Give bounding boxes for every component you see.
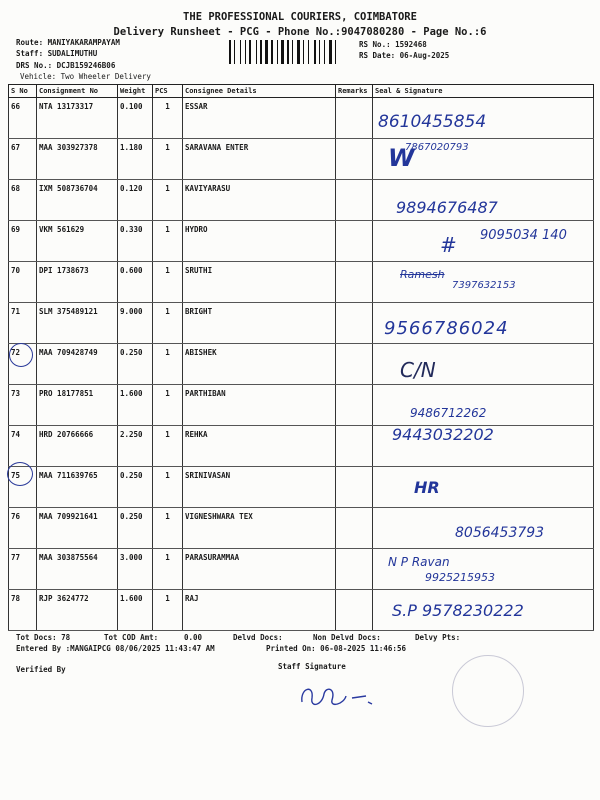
cell-sno: 66: [9, 98, 37, 139]
cell-sno: 71: [9, 303, 37, 344]
cell-consignee: SRINIVASAN: [183, 467, 336, 508]
cell-consignment: MAA 709921641: [37, 508, 118, 549]
rs-date: RS Date: 06-Aug-2025: [359, 51, 450, 60]
cell-weight: 0.120: [118, 180, 153, 221]
cell-pcs: 1: [153, 221, 183, 262]
cell-weight: 0.600: [118, 262, 153, 303]
cell-consignee: BRIGHT: [183, 303, 336, 344]
cell-consignee: ESSAR: [183, 98, 336, 139]
table-row: [9, 344, 594, 385]
col-weight: Weight: [118, 85, 153, 98]
cell-sno: 67: [9, 139, 37, 180]
cell-sno: 70: [9, 262, 37, 303]
cell-pcs: 1: [153, 590, 183, 631]
cell-pcs: 1: [153, 180, 183, 221]
pen-circle-75: [7, 462, 33, 486]
table-row: [9, 385, 594, 426]
cell-consignee: RAJ: [183, 590, 336, 631]
signature-row-75: HR: [414, 478, 440, 497]
cell-sno: 78: [9, 590, 37, 631]
signature-row-70: 7397632153: [452, 280, 516, 291]
table-header-row: [9, 85, 594, 98]
vehicle: Vehicle: Two Wheeler Delivery: [20, 72, 151, 81]
cell-remarks: [336, 385, 373, 426]
table-row: [9, 467, 594, 508]
signature-row-67: 7867020793: [405, 142, 469, 153]
cell-pcs: 1: [153, 98, 183, 139]
cell-remarks: [336, 590, 373, 631]
col-consignee: Consignee Details: [183, 85, 336, 98]
pen-circle-72: [9, 343, 33, 367]
entered-by: Entered By :MANGAIPCG 08/06/2025 11:43:47 AM: [16, 644, 215, 653]
cell-consignee: SARAVANA ENTER: [183, 139, 336, 180]
route: Route: MANIYAKARAMPAYAM: [16, 38, 120, 47]
signature-mark-67: W: [388, 144, 415, 172]
signature-row-69: 9095034 140: [480, 228, 567, 243]
col-consignment: Consignment No: [37, 85, 118, 98]
col-pcs: PCS: [153, 85, 183, 98]
non-delivered-docs: Non Delvd Docs:: [313, 633, 381, 642]
cell-weight: 0.250: [118, 344, 153, 385]
signature-row-71: 9566786024: [384, 318, 509, 339]
cell-consignment: SLM 375489121: [37, 303, 118, 344]
signature-row-77: 9925215953: [425, 571, 495, 584]
cell-consignee: REHKA: [183, 426, 336, 467]
cell-sno: 72: [9, 344, 37, 385]
cell-consignee: PARASURAMMAA: [183, 549, 336, 590]
cell-pcs: 1: [153, 139, 183, 180]
cell-consignee: PARTHIBAN: [183, 385, 336, 426]
cell-consignee: HYDRO: [183, 221, 336, 262]
cell-pcs: 1: [153, 303, 183, 344]
cell-sno: 69: [9, 221, 37, 262]
cell-remarks: [336, 549, 373, 590]
cell-pcs: 1: [153, 344, 183, 385]
cell-weight: 1.600: [118, 590, 153, 631]
total-cod-label: Tot COD Amt:: [104, 633, 159, 642]
cell-consignment: NTA 13173317: [37, 98, 118, 139]
total-docs: Tot Docs: 78: [16, 633, 71, 642]
signature-row-73: 9486712262: [410, 406, 487, 420]
cell-remarks: [336, 180, 373, 221]
cell-weight: 0.100: [118, 98, 153, 139]
company-title: THE PROFESSIONAL COURIERS, COIMBATORE: [183, 11, 417, 23]
cell-consignment: MAA 303927378: [37, 139, 118, 180]
col-signature: Seal & Signature: [373, 85, 594, 98]
signature-name-70: Ramesh: [400, 268, 445, 281]
signature-row-78: S.P 9578230222: [392, 601, 524, 620]
table-row: [9, 549, 594, 590]
signature-row-74: 9443032202: [392, 425, 494, 444]
cell-weight: 1.600: [118, 385, 153, 426]
cell-consignment: IXM 508736704: [37, 180, 118, 221]
signature-mark-69: #: [440, 233, 457, 257]
cell-remarks: [336, 344, 373, 385]
cell-weight: 0.250: [118, 467, 153, 508]
cell-consignee: KAVIYARASU: [183, 180, 336, 221]
cell-consignment: MAA 303875564: [37, 549, 118, 590]
cell-pcs: 1: [153, 426, 183, 467]
table-row: [9, 139, 594, 180]
rs-number: RS No.: 1592468: [359, 40, 427, 49]
drs-number: DRS No.: DCJB159246B06: [16, 61, 116, 70]
cell-sno: 73: [9, 385, 37, 426]
cell-weight: 3.000: [118, 549, 153, 590]
cell-remarks: [336, 426, 373, 467]
signature-row-66: 8610455854: [378, 112, 487, 132]
cell-pcs: 1: [153, 467, 183, 508]
cell-weight: 2.250: [118, 426, 153, 467]
cell-remarks: [336, 303, 373, 344]
staff: Staff: SUDALIMUTHU: [16, 49, 98, 58]
signature-row-72: C/N: [400, 358, 436, 382]
cell-consignment: PRO 18177851: [37, 385, 118, 426]
table-row: [9, 98, 594, 139]
cell-sno: 76: [9, 508, 37, 549]
cell-weight: 1.180: [118, 139, 153, 180]
cell-remarks: [336, 139, 373, 180]
office-stamp: [452, 655, 524, 727]
delivered-docs: Delvd Docs:: [233, 633, 283, 642]
cell-consignment: DPI 1738673: [37, 262, 118, 303]
runsheet-table: [8, 84, 594, 631]
cell-remarks: [336, 262, 373, 303]
cell-remarks: [336, 221, 373, 262]
printed-on: Printed On: 06-08-2025 11:46:56: [266, 644, 406, 653]
table-row: [9, 180, 594, 221]
signature-row-68: 9894676487: [396, 198, 498, 217]
cell-consignee: ABISHEK: [183, 344, 336, 385]
total-cod-value: 0.00: [184, 633, 203, 642]
cell-weight: 9.000: [118, 303, 153, 344]
cell-remarks: [336, 98, 373, 139]
table-row: [9, 426, 594, 467]
verified-by-label: Verified By: [16, 665, 66, 674]
barcode: [229, 40, 351, 64]
col-remarks: Remarks: [336, 85, 373, 98]
runsheet-subtitle: Delivery Runsheet - PCG - Phone No.:9047080280 - Page No.:6: [113, 26, 487, 38]
cell-seal: [373, 467, 594, 508]
cell-remarks: [336, 467, 373, 508]
cell-weight: 0.330: [118, 221, 153, 262]
runsheet-table-container: [8, 84, 593, 630]
cell-weight: 0.250: [118, 508, 153, 549]
cell-sno: 77: [9, 549, 37, 590]
cell-consignment: MAA 711639765: [37, 467, 118, 508]
cell-pcs: 1: [153, 385, 183, 426]
cell-consignment: MAA 709428749: [37, 344, 118, 385]
delivery-points: Delvy Pts:: [415, 633, 461, 642]
cell-consignment: HRD 20766666: [37, 426, 118, 467]
cell-remarks: [336, 508, 373, 549]
staff-signature-mark: [296, 678, 380, 712]
cell-consignment: RJP 3624772: [37, 590, 118, 631]
col-sno: S No: [9, 85, 37, 98]
cell-sno: 68: [9, 180, 37, 221]
signature-row-76: 8056453793: [455, 525, 545, 541]
cell-consignee: SRUTHI: [183, 262, 336, 303]
signature-name-77: N P Ravan: [388, 555, 450, 569]
cell-pcs: 1: [153, 508, 183, 549]
staff-signature-label: Staff Signature: [278, 662, 346, 671]
cell-pcs: 1: [153, 549, 183, 590]
cell-consignment: VKM 561629: [37, 221, 118, 262]
cell-pcs: 1: [153, 262, 183, 303]
cell-consignee: VIGNESHWARA TEX: [183, 508, 336, 549]
cell-sno: 74: [9, 426, 37, 467]
cell-sno: 75: [9, 467, 37, 508]
